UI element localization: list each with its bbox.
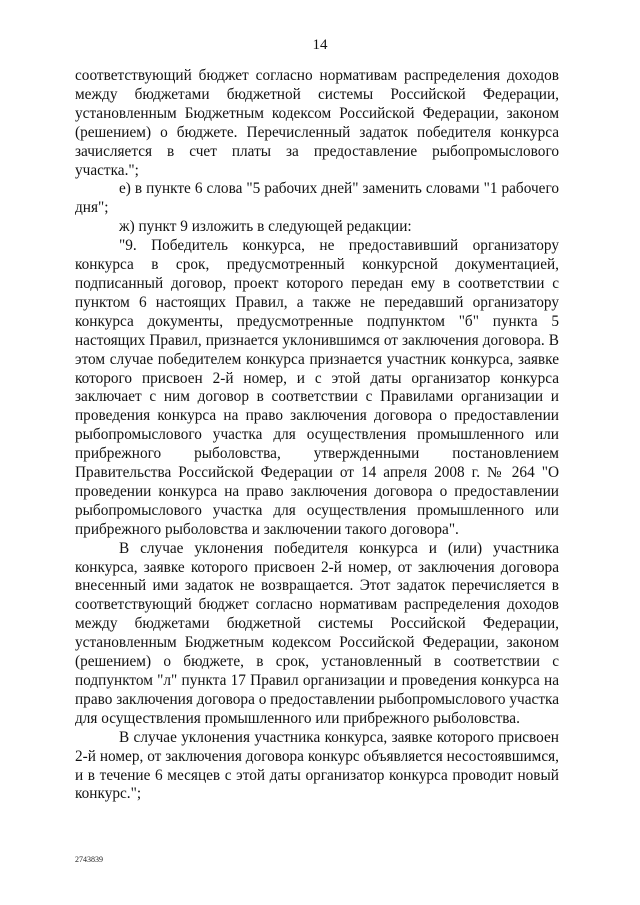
document-code: 2743839 (75, 855, 103, 864)
body-text (75, 67, 559, 804)
paragraph-item-zh: ж) пункт 9 изложить в следующей редакции: (119, 218, 412, 236)
paragraph-evasion-deposit: В случае уклонения победителя конкурса и (или) участника конкурса, заявке которого присвоен 2-й номер, от заключения договора внесенный ими задаток не возвращается. Этот задаток перечисляется в соответствующий бюджет согласно нормативам распределения доходов между бюджетами бюджетной системы Российской Федерации, установленным Бюджетным кодексом Российской Федерации, законом (решением) о бюджете, в срок, установленный в соответствии с подпунктом "л" пункта 17 Правил организации и проведения конкурса на право заключения договора о предоставлении рыбопромыслового участка для осуществления промышленного или прибрежного рыболовства. (75, 539, 559, 727)
paragraph-continuation: соответствующий бюджет согласно нормативам распределения доходов между бюджетами бюджетной системы Российской Федерации, установленным Бюджетным кодексом Российской Федерации, законом (решением) о бюджете. Перечисленный задаток победителя конкурса зачисляется в счет платы за предоставление рыбопромыслового участка."; (75, 67, 559, 179)
page-number: 14 (312, 37, 328, 53)
paragraph-rule-9: "9. Победитель конкурса, не предоставивший организатору конкурса в срок, предусмотренный конкурсной документацией, подписанный договор, проект которого передан ему в соответствии с пунктом 6 настоящих Правил, а также не передавший организатору конкурса документы, предусмотренные подпунктом "б" пункта 5 настоящих Правил, признается уклонившимся от заключения договора. В этом случае победителем конкурса признается участник конкурса, заявке которого присвоен 2-й номер, и с этой даты организатор конкурса заключает с ним договор в соответствии с Правилами организации и проведения конкурса на право заключения договора о предоставлении рыбопромыслового участка для осуществления промышленного или прибрежного рыболовства, утвержденными постановлением Правительства Российской Федерации от 14 апреля 2008 г. № 264 "О проведении конкурса на право заключения договора о предоставлении рыбопромыслового участка для осуществления промышленного или прибрежного рыболовства и заключении такого договора". (75, 237, 559, 538)
paragraph-new-contest: В случае уклонения участника конкурса, заявке которого присвоен 2-й номер, от заключения договора конкурс объявляется несостоявшимся, и в течение 6 месяцев с этой даты организатор конкурса проводит новый конкурс."; (75, 728, 559, 803)
paragraph-item-e: е) в пункте 6 слова "5 рабочих дней" заменить словами "1 рабочего дня"; (75, 180, 559, 217)
